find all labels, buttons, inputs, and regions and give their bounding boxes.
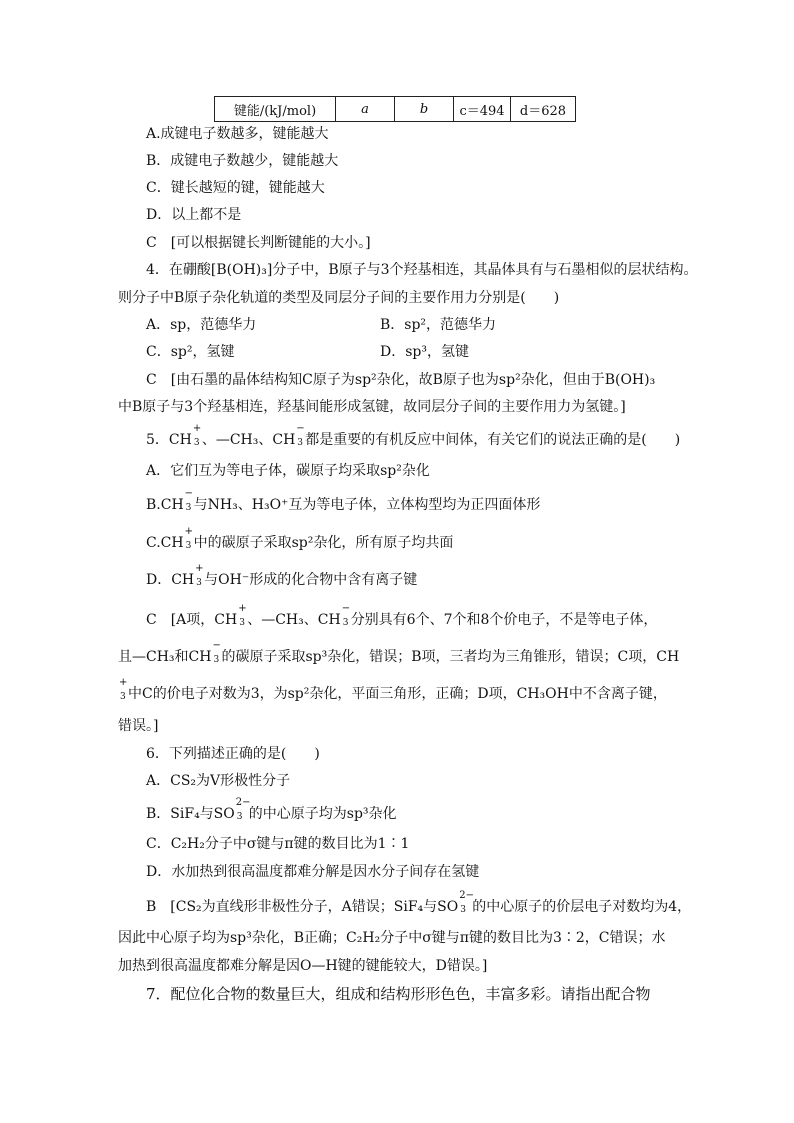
q6-option-c: C．C₂H₂分子中σ键与π键的数目比为1∶1	[146, 836, 410, 852]
ion-charge	[458, 890, 474, 915]
q5-answer-line4: 错误。]	[118, 718, 159, 734]
q6-answer-part: B [CS₂为直线形非极性分子，A错误；SiF₄与SO	[146, 899, 459, 915]
q5-option-a: A．它们互为等电子体，碳原子均采取sp²杂化	[146, 463, 430, 479]
subscript-3: 3	[297, 438, 304, 448]
q6-option-d: D．水加热到很高温度都难分解是因水分子间存在氢键	[146, 864, 480, 880]
charge-plus: +	[192, 423, 202, 434]
table-cell-c: c＝494	[454, 97, 511, 122]
ion-charge	[194, 563, 204, 588]
q6-answer-line3: 加热到很高温度都难分解是因O—H键的键能较大，D错误。]	[118, 958, 488, 974]
q4-option-d: D．sp³，氢键	[380, 344, 469, 360]
q5-answer-line2	[118, 640, 680, 667]
ion-charge	[184, 526, 194, 551]
q6-option-b	[146, 797, 397, 824]
ion-charge	[235, 797, 251, 822]
q5-option-c-part: C.CH	[146, 535, 184, 551]
q5-answer-part: 且—CH₃和CH	[118, 649, 212, 665]
q6-option-a: A．CS₂为V形极性分子	[146, 773, 291, 789]
q4-stem-line1: 4．在硼酸[B(OH)₃]分子中，B原子与3个羟基相连，其晶体具有与石墨相似的层状结构。	[146, 262, 698, 278]
charge-minus: −	[184, 488, 194, 499]
ion-charge	[211, 640, 221, 665]
q4-option-a: A．sp，范德华力	[146, 317, 257, 333]
q6-answer-line1	[146, 890, 692, 917]
q6-stem: 6．下列描述正确的是( )	[146, 746, 320, 762]
q5-option-c-part: 中的碳原子采取sp²杂化，所有原子均共面	[193, 535, 454, 551]
q5-stem-part: 、—CH₃、CH	[201, 432, 296, 448]
charge-2minus: 2−	[235, 797, 251, 808]
q6-answer-line2: 因此中心原子均为sp³杂化，B正确；C₂H₂分子中σ键与π键的数目比为3∶2，C错误；水	[118, 930, 666, 946]
q4-option-c: C．sp²，氢键	[146, 344, 235, 360]
q3-option-a: A.成键电子数越多，键能越大	[146, 126, 329, 142]
q5-option-b	[146, 488, 541, 515]
subscript-3: 3	[239, 618, 245, 628]
subscript-3: 3	[185, 503, 192, 513]
q4-answer-line2: 中B原子与3个羟基相连，羟基间能形成氢键，故同层分子间的主要作用力为氢键。]	[118, 399, 626, 415]
subscript-3: 3	[196, 578, 202, 588]
charge-2minus: 2−	[459, 890, 474, 901]
charge-plus: +	[195, 563, 204, 574]
q5-option-d	[146, 563, 418, 590]
table-row	[215, 97, 576, 122]
q5-option-d-part: D．CH	[146, 572, 195, 588]
q4-answer-line1: C [由石墨的晶体结构知C原子为sp²杂化，故B原子也为sp²杂化，但由于B(OH)₃	[146, 372, 656, 388]
q5-option-b-part: 与NH₃、H₃O⁺互为等电子体，立体构型均为正四面体形	[193, 497, 541, 513]
charge-plus: +	[238, 603, 247, 614]
charge-plus: +	[184, 526, 193, 537]
q5-answer-part: 分别具有6个、7个和8个价电子，不是等电子体，	[350, 612, 658, 628]
q3-option-b: B．成键电子数越少，键能越大	[146, 153, 339, 169]
q5-answer-part: C [A项，CH	[146, 612, 238, 628]
table-cell-b: b	[395, 97, 454, 122]
table-header-cell: 键能/(kJ/mol)	[215, 97, 336, 122]
q4-option-b: B．sp²，范德华力	[380, 317, 497, 333]
bond-energy-table	[214, 96, 576, 122]
q7-stem: 7．配位化合物的数量巨大，组成和结构形形色色，丰富多彩。请指出配合物	[146, 985, 651, 1003]
ion-charge	[184, 488, 194, 513]
subscript-3: 3	[342, 618, 349, 628]
ion-charge	[295, 423, 305, 448]
table-cell-d: d＝628	[511, 97, 576, 122]
q5-answer-line1	[146, 603, 658, 630]
q6-answer-part: 的中心原子的价层电子对数均为4，	[472, 899, 692, 915]
q5-option-c	[146, 526, 454, 553]
q5-answer-part: 、—CH₃、CH	[247, 612, 341, 628]
q5-option-d-part: 与OH⁻形成的化合物中含有离子键	[204, 572, 418, 588]
charge-minus: −	[212, 640, 221, 651]
ion-charge	[192, 423, 202, 448]
q5-stem-part: 5．CH	[146, 432, 192, 448]
subscript-3: 3	[185, 541, 192, 551]
q5-option-b-part: B.CH	[146, 497, 184, 513]
subscript-3: 3	[193, 438, 200, 448]
q5-answer-line3	[118, 677, 667, 704]
q5-answer-part: 中C的价电子对数为3，为sp²杂化，平面三角形，正确；D项，CH₃OH中不含离子键，	[128, 686, 667, 702]
q5-answer-part: 的碳原子采取sp³杂化，错误；B项，三者均为三角锥形，错误；C项，CH	[221, 649, 680, 665]
table-cell-a: a	[336, 97, 395, 122]
subscript-3: 3	[213, 655, 220, 665]
q4-stem-line2: 则分子中B原子杂化轨道的类型及同层分子间的主要作用力分别是( )	[118, 290, 560, 306]
ion-charge	[341, 603, 351, 628]
q6-option-b-part: 的中心原子均为sp³杂化	[248, 806, 397, 822]
charge-plus: +	[119, 677, 128, 688]
q3-option-c: C．键长越短的键，键能越大	[146, 180, 325, 196]
q3-option-d: D．以上都不是	[146, 207, 242, 223]
subscript-3: 3	[236, 812, 243, 822]
subscript-3: 3	[460, 905, 466, 915]
ion-charge	[118, 677, 128, 702]
charge-minus: −	[296, 423, 305, 434]
q3-answer: C [可以根据键长判断键能的大小。]	[146, 235, 371, 251]
subscript-3: 3	[120, 692, 126, 702]
q5-stem	[146, 423, 681, 450]
q5-stem-part: 都是重要的有机反应中间体，有关它们的说法正确的是( )	[305, 432, 681, 448]
ion-charge	[237, 603, 247, 628]
q6-option-b-part: B．SiF₄与SO	[146, 806, 235, 822]
charge-minus: −	[341, 603, 351, 614]
